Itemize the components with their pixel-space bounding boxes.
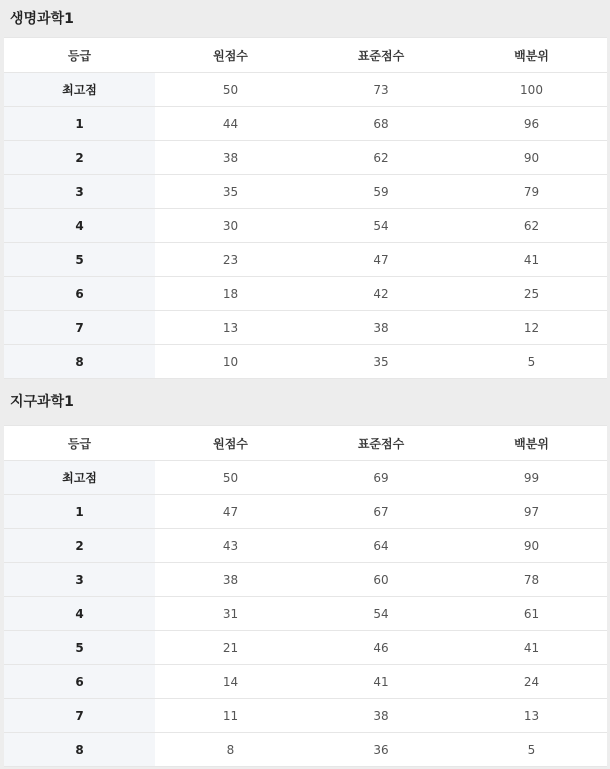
grade-cell: 1	[4, 495, 155, 529]
table-row	[4, 107, 607, 141]
grade-cell: 1	[4, 107, 155, 141]
grade-cell: 3	[4, 563, 155, 597]
raw-score-cell: 38	[155, 141, 306, 175]
grade-cell: 6	[4, 665, 155, 699]
section-title-life-science: 생명과학1	[10, 11, 74, 27]
header-raw-score: 원점수	[155, 426, 306, 461]
grade-table-life-science	[4, 37, 607, 379]
table-row	[4, 243, 607, 277]
percentile-cell: 90	[456, 141, 607, 175]
raw-score-cell: 47	[155, 495, 306, 529]
table-row	[4, 631, 607, 665]
raw-score-cell: 44	[155, 107, 306, 141]
raw-score-cell: 30	[155, 209, 306, 243]
header-percentile: 백분위	[456, 38, 607, 73]
standard-score-cell: 46	[306, 631, 456, 665]
grade-table-earth-science	[4, 425, 607, 767]
grade-cell: 최고점	[4, 73, 155, 107]
percentile-cell: 61	[456, 597, 607, 631]
table-row	[4, 311, 607, 345]
percentile-cell: 99	[456, 461, 607, 495]
table-row	[4, 699, 607, 733]
raw-score-cell: 10	[155, 345, 306, 379]
header-percentile: 백분위	[456, 426, 607, 461]
standard-score-cell: 54	[306, 597, 456, 631]
raw-score-cell: 8	[155, 733, 306, 767]
percentile-cell: 12	[456, 311, 607, 345]
grade-cell: 5	[4, 243, 155, 277]
table-row	[4, 733, 607, 767]
header-standard-score: 표준점수	[306, 38, 456, 73]
percentile-cell: 24	[456, 665, 607, 699]
grade-cell: 8	[4, 345, 155, 379]
percentile-cell: 25	[456, 277, 607, 311]
grade-cell: 최고점	[4, 461, 155, 495]
standard-score-cell: 68	[306, 107, 456, 141]
table-row	[4, 73, 607, 107]
raw-score-cell: 35	[155, 175, 306, 209]
percentile-cell: 79	[456, 175, 607, 209]
standard-score-cell: 69	[306, 461, 456, 495]
percentile-cell: 100	[456, 73, 607, 107]
percentile-cell: 13	[456, 699, 607, 733]
percentile-cell: 90	[456, 529, 607, 563]
section-title-earth-science: 지구과학1	[10, 394, 74, 410]
raw-score-cell: 21	[155, 631, 306, 665]
standard-score-cell: 35	[306, 345, 456, 379]
standard-score-cell: 64	[306, 529, 456, 563]
raw-score-cell: 43	[155, 529, 306, 563]
standard-score-cell: 47	[306, 243, 456, 277]
standard-score-cell: 41	[306, 665, 456, 699]
standard-score-cell: 60	[306, 563, 456, 597]
standard-score-cell: 42	[306, 277, 456, 311]
header-raw-score: 원점수	[155, 38, 306, 73]
raw-score-cell: 38	[155, 563, 306, 597]
raw-score-cell: 18	[155, 277, 306, 311]
standard-score-cell: 54	[306, 209, 456, 243]
grade-cell: 5	[4, 631, 155, 665]
standard-score-cell: 36	[306, 733, 456, 767]
raw-score-cell: 13	[155, 311, 306, 345]
table-row	[4, 495, 607, 529]
table-row	[4, 563, 607, 597]
raw-score-cell: 14	[155, 665, 306, 699]
raw-score-cell: 50	[155, 73, 306, 107]
standard-score-cell: 38	[306, 311, 456, 345]
table-row	[4, 665, 607, 699]
standard-score-cell: 38	[306, 699, 456, 733]
percentile-cell: 5	[456, 345, 607, 379]
table-header-row	[4, 426, 607, 461]
table-row	[4, 277, 607, 311]
standard-score-cell: 67	[306, 495, 456, 529]
raw-score-cell: 31	[155, 597, 306, 631]
grade-cell: 7	[4, 699, 155, 733]
table-row	[4, 141, 607, 175]
table-row	[4, 209, 607, 243]
raw-score-cell: 11	[155, 699, 306, 733]
header-grade: 등급	[4, 38, 155, 73]
raw-score-cell: 23	[155, 243, 306, 277]
percentile-cell: 78	[456, 563, 607, 597]
table-row	[4, 345, 607, 379]
standard-score-cell: 73	[306, 73, 456, 107]
percentile-cell: 41	[456, 631, 607, 665]
table-row	[4, 461, 607, 495]
table-row	[4, 529, 607, 563]
header-standard-score: 표준점수	[306, 426, 456, 461]
table-row	[4, 175, 607, 209]
percentile-cell: 62	[456, 209, 607, 243]
percentile-cell: 96	[456, 107, 607, 141]
grade-cell: 6	[4, 277, 155, 311]
percentile-cell: 5	[456, 733, 607, 767]
header-grade: 등급	[4, 426, 155, 461]
grade-cell: 2	[4, 141, 155, 175]
percentile-cell: 41	[456, 243, 607, 277]
grade-cell: 2	[4, 529, 155, 563]
standard-score-cell: 59	[306, 175, 456, 209]
raw-score-cell: 50	[155, 461, 306, 495]
percentile-cell: 97	[456, 495, 607, 529]
grade-cell: 7	[4, 311, 155, 345]
standard-score-cell: 62	[306, 141, 456, 175]
grade-cell: 8	[4, 733, 155, 767]
grade-cell: 4	[4, 597, 155, 631]
table-row	[4, 597, 607, 631]
grade-cell: 4	[4, 209, 155, 243]
table-header-row	[4, 38, 607, 73]
grade-cell: 3	[4, 175, 155, 209]
